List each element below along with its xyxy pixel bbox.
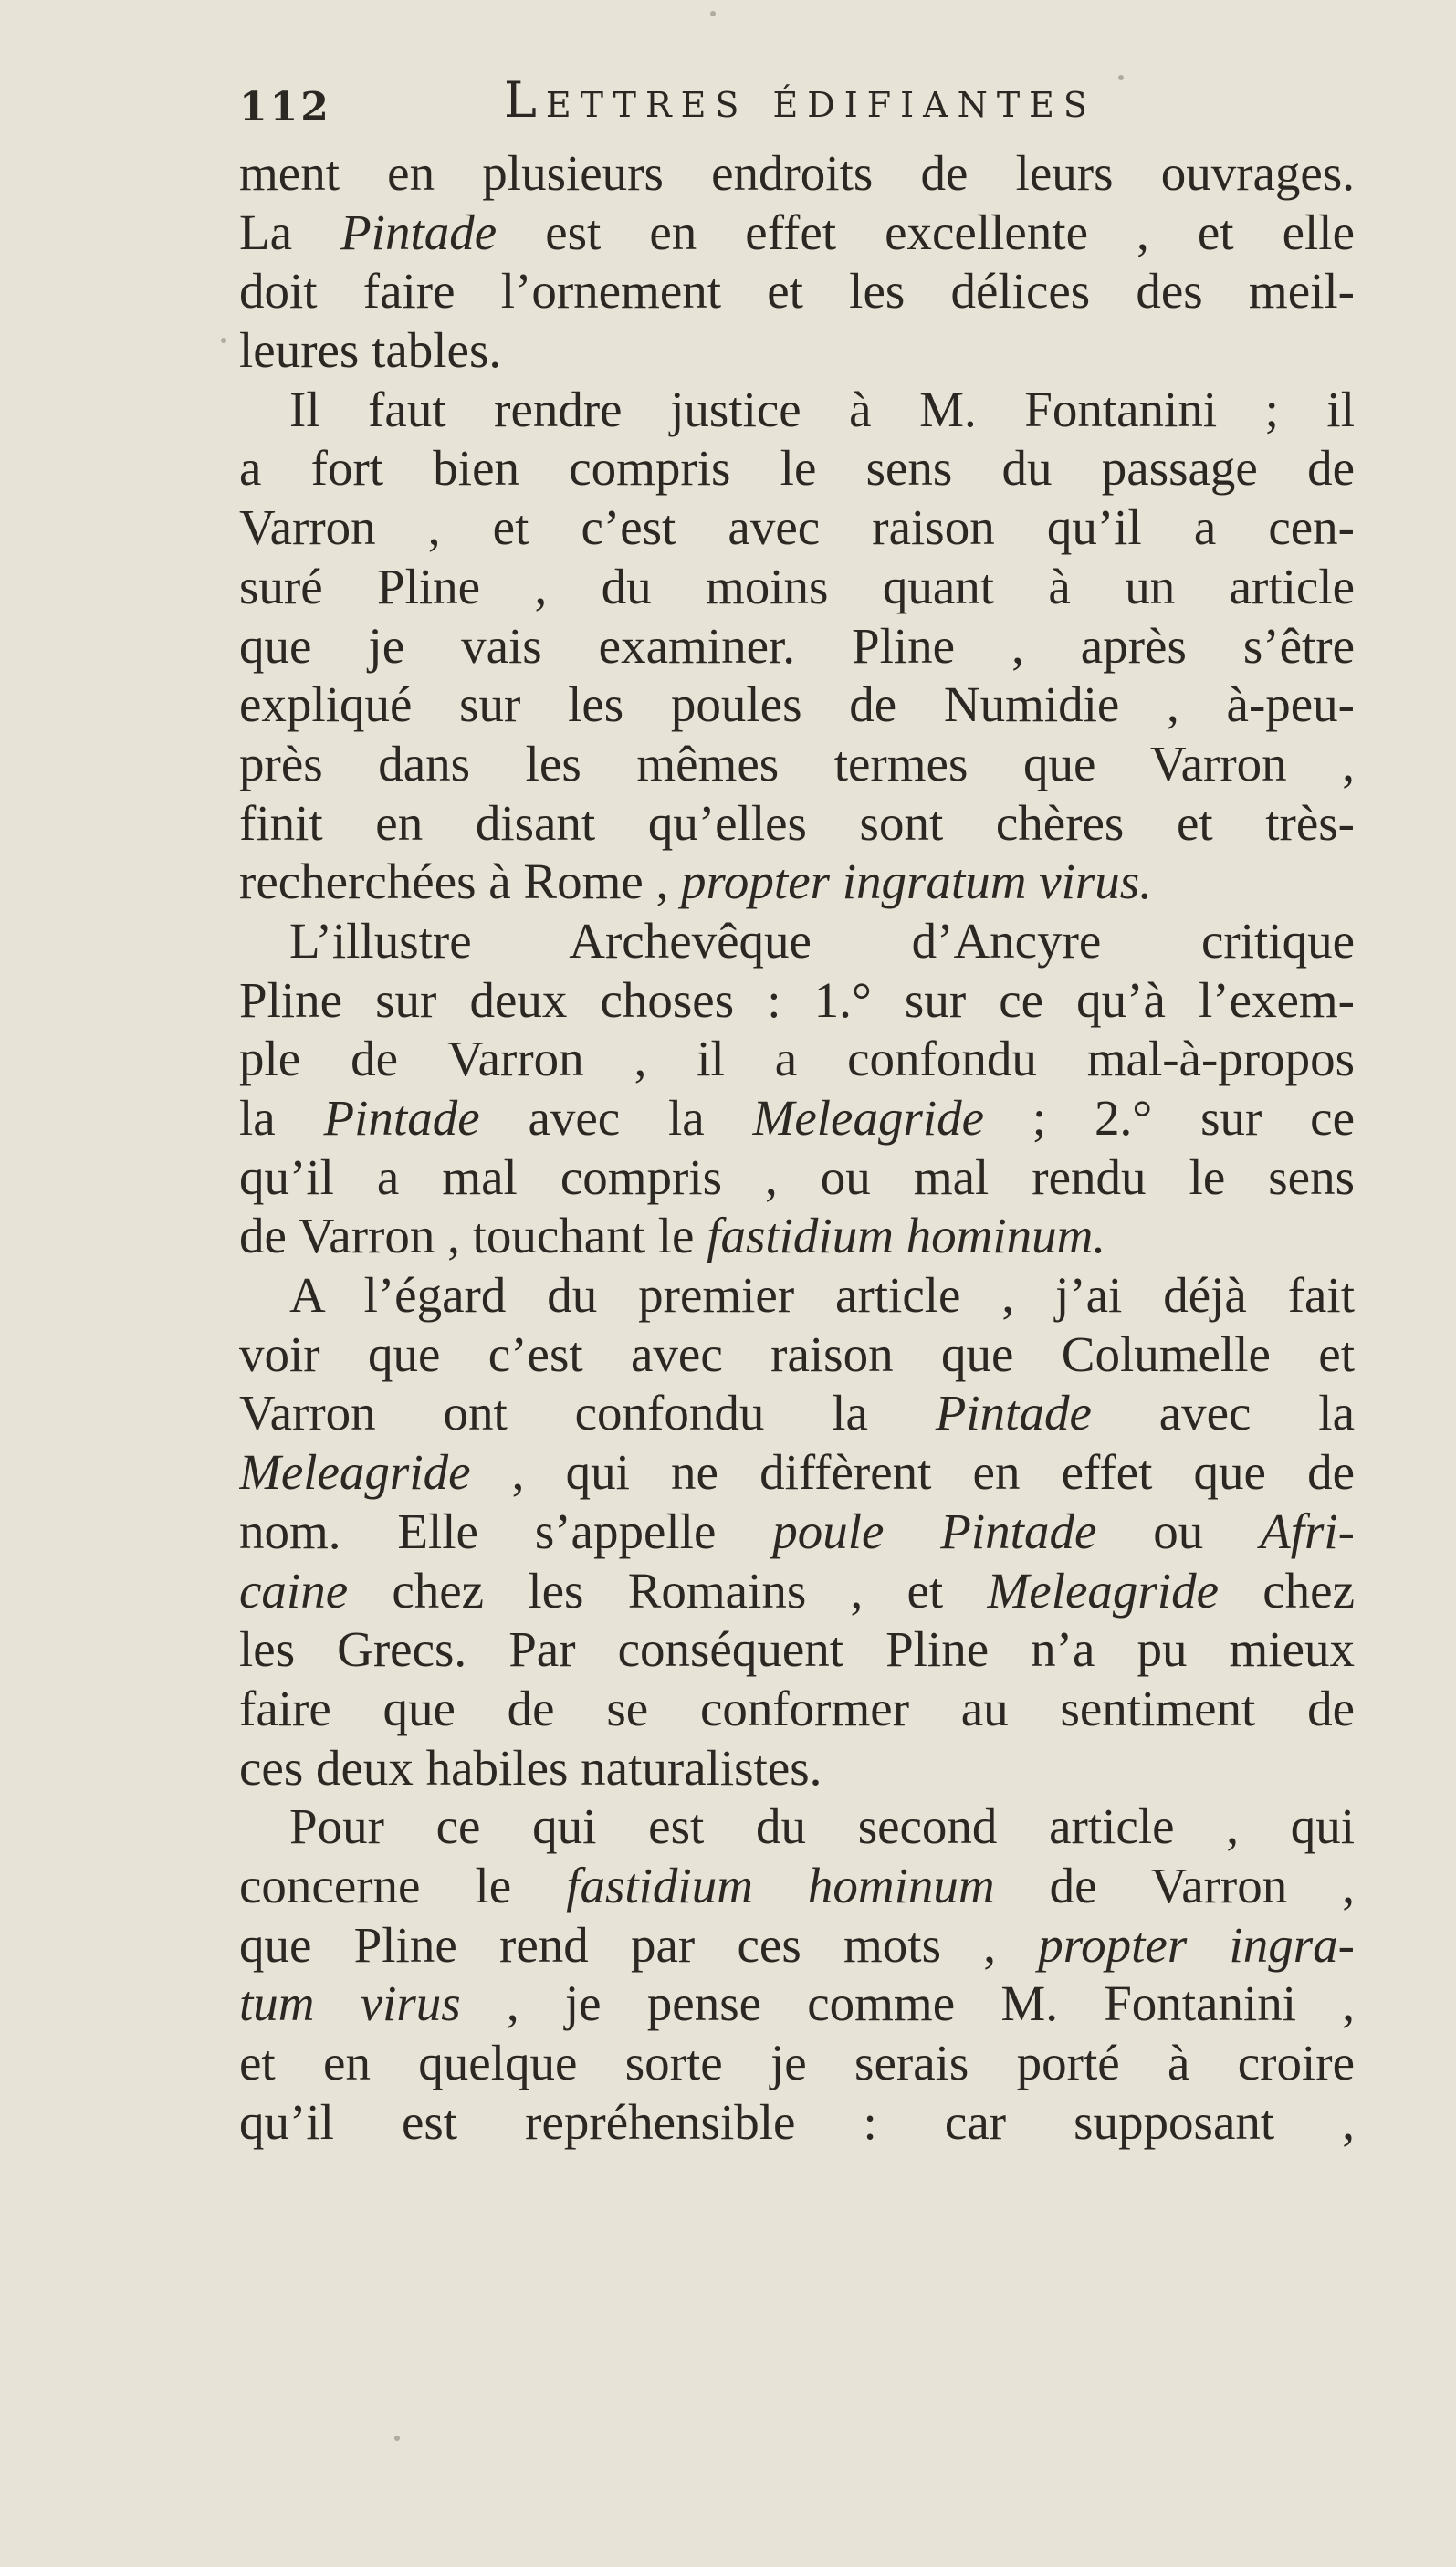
text-line: faire que de se conformer au sentiment de	[239, 1680, 1355, 1736]
running-title: Lettres édifiantes	[504, 71, 1096, 129]
text-line: La Pintade est en effet excellente , et elle	[239, 204, 1355, 260]
text-line: Pline sur deux choses : 1.° sur ce qu’à l’exem-	[239, 971, 1355, 1028]
paper-speck	[710, 11, 716, 16]
paragraph-start-line: Il faut rendre justice à M. Fontanini ; il	[289, 381, 1355, 437]
text-line: de Varron , touchant le fastidium hominum.	[239, 1208, 1106, 1264]
text-line: Meleagride , qui ne diffèrent en effet que de	[239, 1444, 1355, 1501]
text-line: qu’il a mal compris , ou mal rendu le sens	[239, 1148, 1355, 1205]
text-line: qu’il est repréhensible : car supposant ,	[239, 2093, 1355, 2150]
text-line: doit faire l’ornement et les délices des meil-	[239, 263, 1355, 320]
text-line: ces deux habiles naturalistes.	[239, 1739, 822, 1796]
text-line: les Grecs. Par conséquent Pline n’a pu mieux	[239, 1621, 1355, 1678]
text-line: tum virus , je pense comme M. Fontanini ,	[239, 1975, 1355, 2032]
text-line: près dans les mêmes termes que Varron ,	[239, 735, 1355, 791]
text-line: caine chez les Romains , et Meleagride chez	[239, 1562, 1355, 1619]
paper-speck	[1118, 75, 1124, 80]
page-body-text	[239, 144, 1355, 2152]
text-line: concerne le fastidium hominum de Varron ,	[239, 1857, 1355, 1913]
text-line: finit en disant qu’elles sont chères et très-	[239, 794, 1355, 851]
paragraph-start-line: L’illustre Archevêque d’Ancyre critique	[289, 912, 1355, 969]
text-line: que je vais examiner. Pline , après s’être	[239, 617, 1355, 674]
text-line: que Pline rend par ces mots , propter ingra-	[239, 1916, 1355, 1973]
text-line: ment en plusieurs endroits de leurs ouvrages.	[239, 145, 1355, 201]
text-line: voir que c’est avec raison que Columelle et	[239, 1325, 1355, 1382]
text-line: expliqué sur les poules de Numidie , à-peu-	[239, 676, 1355, 733]
text-line: leures tables.	[239, 322, 502, 379]
paper-speck	[394, 2436, 400, 2441]
page-number: 112	[239, 84, 331, 131]
text-line: la Pintade avec la Meleagride ; 2.° sur ce	[239, 1090, 1355, 1146]
text-line: suré Pline , du moins quant à un article	[239, 558, 1355, 614]
paragraph-start-line: Pour ce qui est du second article , qui	[289, 1798, 1355, 1855]
text-line: Varron ont confondu la Pintade avec la	[239, 1385, 1355, 1441]
text-line: Varron , et c’est avec raison qu’il a cen-	[239, 499, 1355, 556]
text-line: a fort bien compris le sens du passage de	[239, 440, 1355, 497]
running-header	[239, 71, 1335, 153]
paper-speck	[221, 338, 226, 343]
text-line: recherchées à Rome , propter ingratum virus.	[239, 854, 1152, 910]
text-line: et en quelque sorte je serais porté à croire	[239, 2035, 1355, 2090]
text-line: nom. Elle s’appelle poule Pintade ou Afri-	[239, 1503, 1355, 1559]
paragraph-start-line: A l’égard du premier article , j’ai déjà fait	[289, 1267, 1355, 1324]
text-line: ple de Varron , il a confondu mal-à-propos	[239, 1031, 1355, 1087]
